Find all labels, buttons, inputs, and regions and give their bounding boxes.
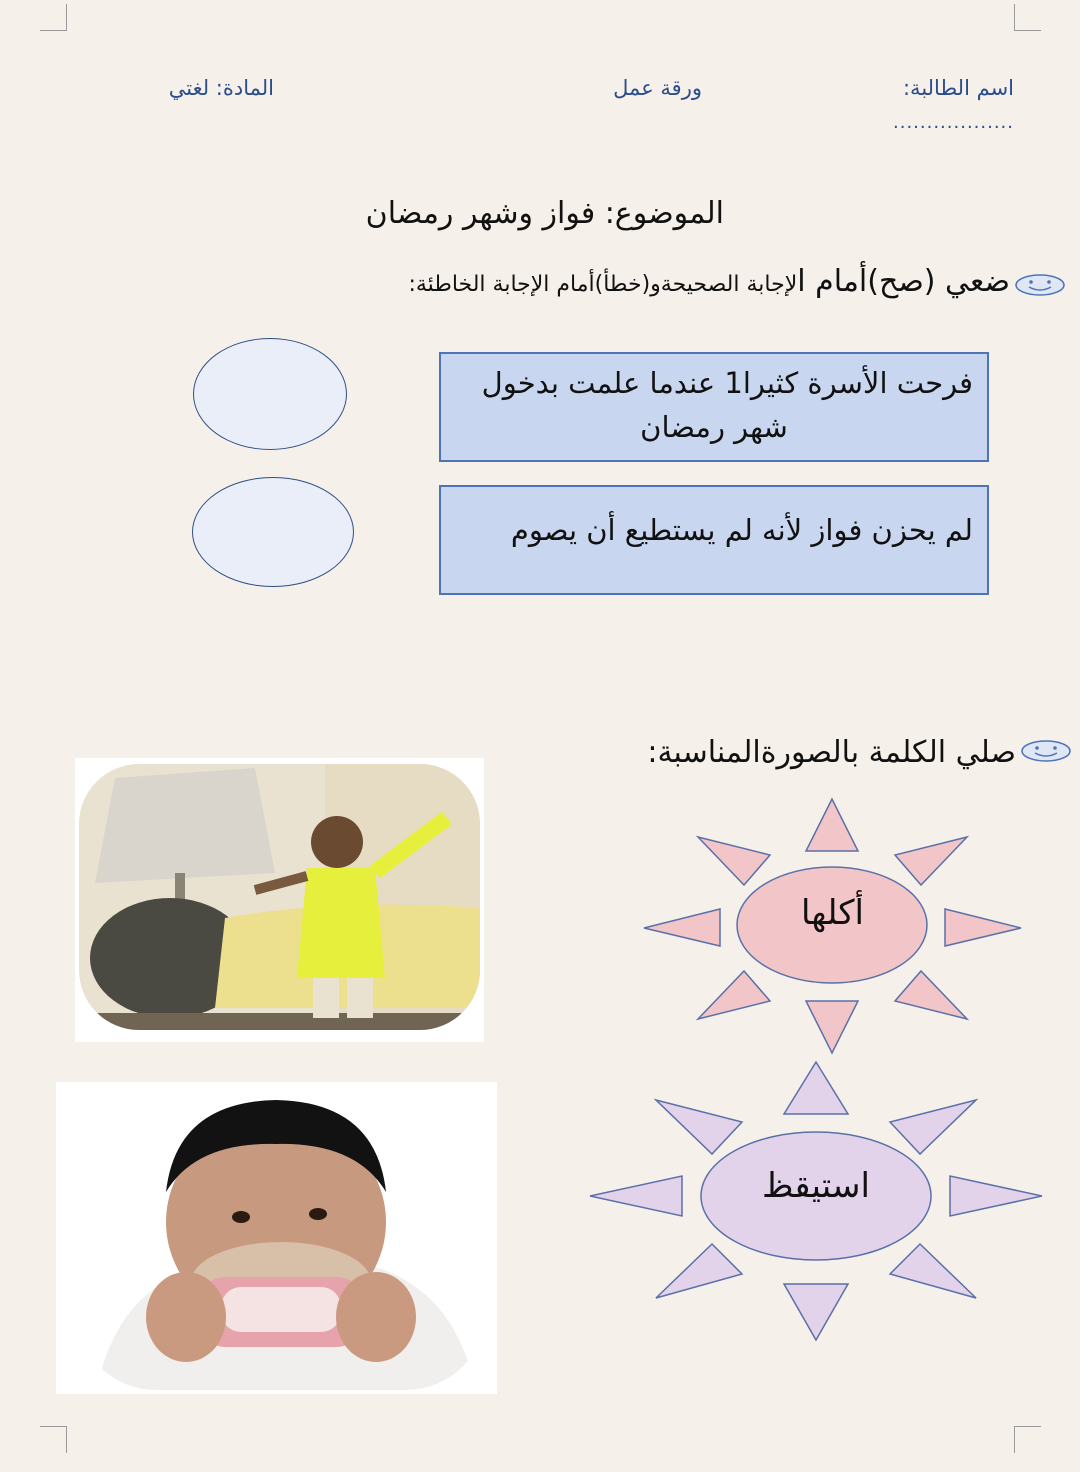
subject-label: المادة: لغتي xyxy=(168,76,274,100)
photo-boy-eating[interactable] xyxy=(56,1082,497,1394)
instruction-part-1: ضعي (صح) xyxy=(867,264,1010,299)
instruction-part-3: لإجابة الصحيحةو(خطأ)أمام الإجابة الخاطئة: xyxy=(408,272,798,297)
section2-instruction xyxy=(647,735,1072,771)
question-1-line-2: شهر رمضان xyxy=(640,409,788,444)
corner-mark-top-right xyxy=(1014,4,1041,31)
smiley-icon xyxy=(1020,736,1072,771)
question-box-2 xyxy=(439,485,989,595)
smiley-icon xyxy=(1014,273,1066,301)
word-sun-2[interactable] xyxy=(586,1058,1046,1344)
worksheet-label: ورقة عمل xyxy=(613,76,702,100)
word-sun-1[interactable] xyxy=(640,795,1025,1060)
corner-mark-top-left xyxy=(40,4,67,31)
student-name-blank[interactable]: .................. xyxy=(893,112,1014,133)
student-name-label: اسم الطالبة: xyxy=(902,76,1014,100)
section2-instruction-text: صلي الكلمة بالصورةالمناسبة: xyxy=(647,735,1016,770)
topic-title: الموضوع: فواز وشهر رمضان xyxy=(365,196,724,231)
word-1-label: أكلها xyxy=(801,893,864,933)
corner-mark-bottom-left xyxy=(40,1426,67,1453)
word-2-label: استيقظ xyxy=(762,1166,870,1206)
corner-mark-bottom-right xyxy=(1014,1426,1041,1453)
section1-instruction xyxy=(408,264,1066,301)
answer-oval-1[interactable] xyxy=(193,338,347,450)
question-box-1 xyxy=(439,352,989,462)
answer-oval-2[interactable] xyxy=(192,477,354,587)
instruction-part-2: أمام ا xyxy=(797,264,868,299)
question-1-line-1: فرحت الأسرة كثيرا1 عندما علمت بدخول xyxy=(481,366,973,400)
question-2-line-1: لم يحزن فواز لأنه لم يستطيع أن يصوم xyxy=(510,513,973,547)
photo-boy-waking-up[interactable] xyxy=(75,758,484,1042)
